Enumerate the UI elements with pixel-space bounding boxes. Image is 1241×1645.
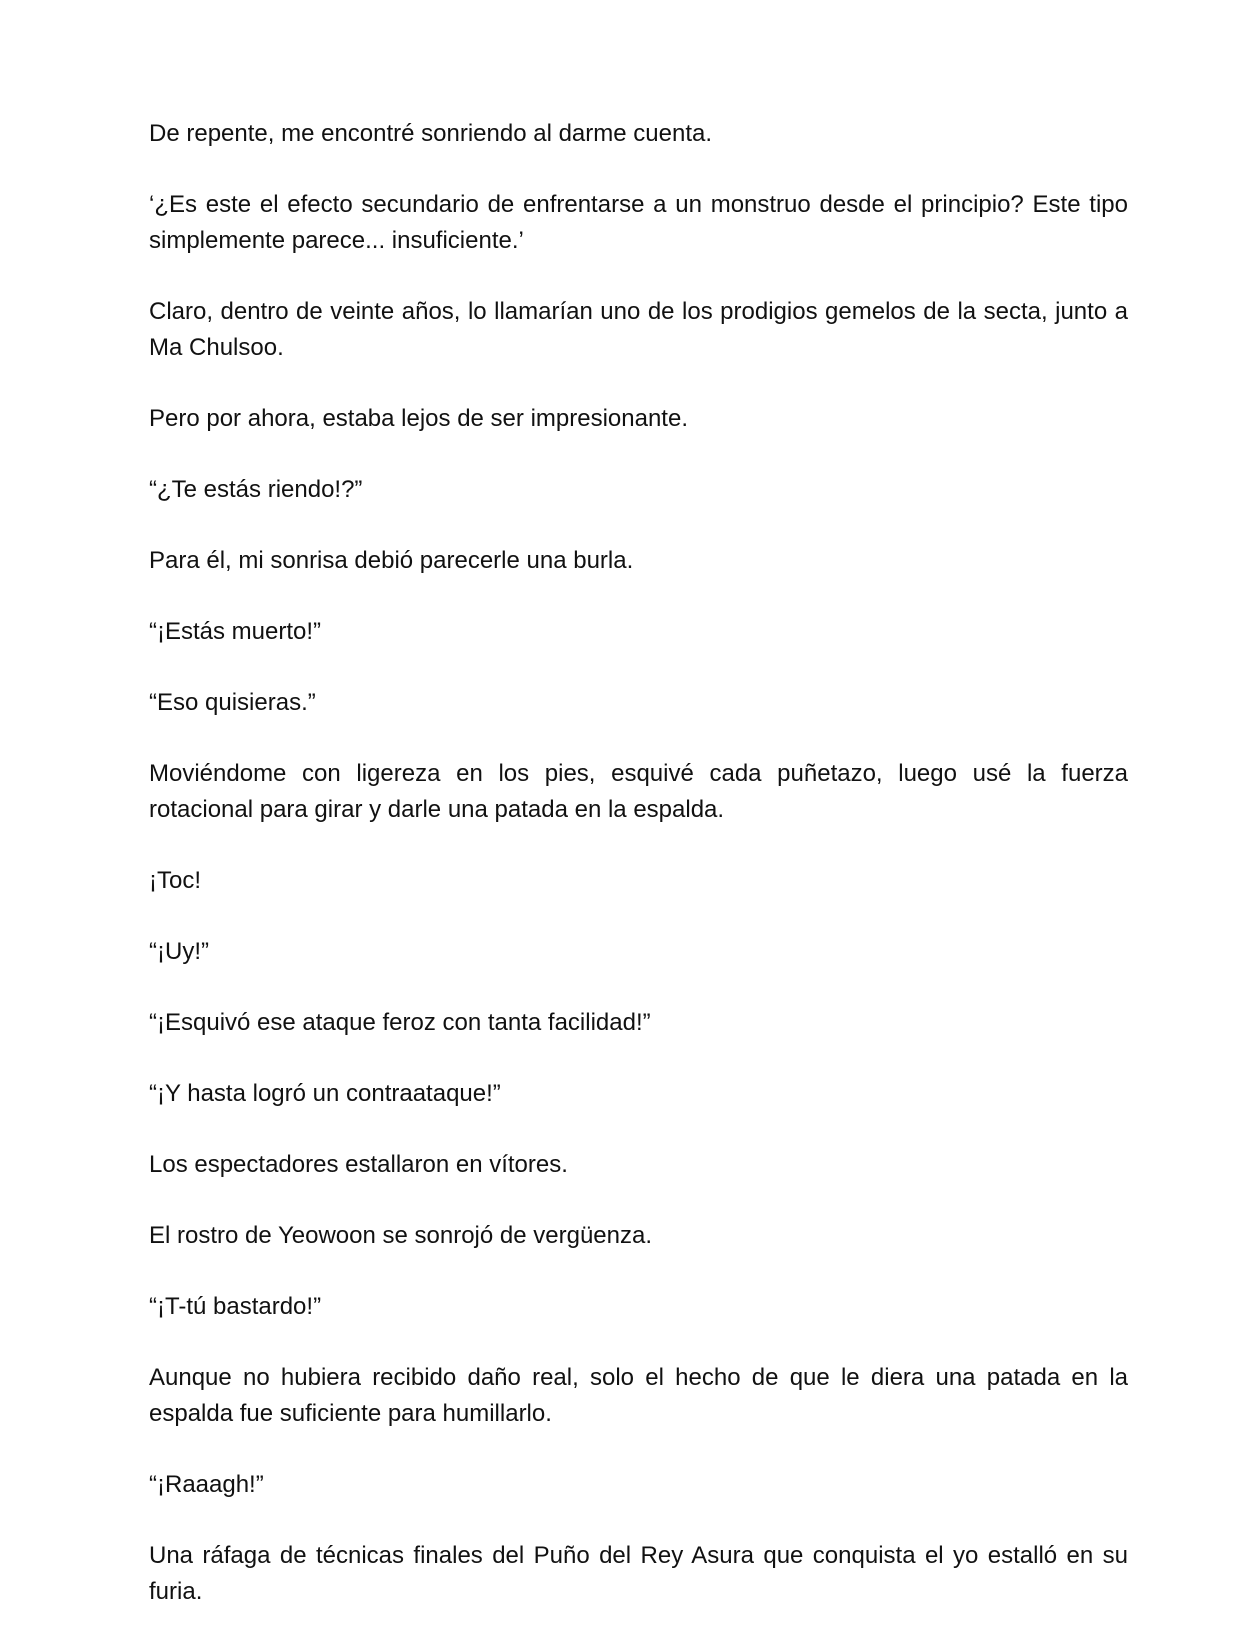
paragraph: El rostro de Yeowoon se sonrojó de vergüenza. [149,1222,653,1249]
paragraph: “¿Te estás riendo!?” [149,476,363,503]
paragraph: Moviéndome con ligereza en los pies, esquivé cada puñetazo, luego usé la fuerza rotacional para girar y darle una patada en la espalda. [149,760,1128,823]
paragraph: Aunque no hubiera recibido daño real, solo el hecho de que le diera una patada en la espalda fue suficiente para humillarlo. [149,1364,1128,1427]
paragraph: Los espectadores estallaron en vítores. [149,1151,568,1178]
paragraph: “¡Estás muerto!” [149,618,322,645]
paragraph: De repente, me encontré sonriendo al darme cuenta. [149,120,713,147]
paragraph: “¡Uy!” [149,938,209,965]
paragraph: Para él, mi sonrisa debió parecerle una burla. [149,547,634,574]
paragraph: “¡Esquivó ese ataque feroz con tanta facilidad!” [149,1009,651,1036]
paragraph: Claro, dentro de veinte años, lo llamarían uno de los prodigios gemelos de la secta, junto a Ma Chulsoo. [149,298,1128,361]
paragraph: “¡T-tú bastardo!” [149,1293,322,1320]
paragraph: ‘¿Es este el efecto secundario de enfrentarse a un monstruo desde el principio? Este tipo simplemente parece... insuficiente.’ [149,191,1128,254]
paragraph: “¡Y hasta logró un contraataque!” [149,1080,501,1107]
paragraph: “Eso quisieras.” [149,689,316,716]
paragraph: “¡Raaagh!” [149,1471,264,1498]
paragraph: Una ráfaga de técnicas finales del Puño del Rey Asura que conquista el yo estalló en su furia. [149,1542,1128,1605]
paragraph: Pero por ahora, estaba lejos de ser impresionante. [149,405,688,432]
paragraph: ¡Toc! [149,867,202,894]
body-text [149,116,1128,1645]
